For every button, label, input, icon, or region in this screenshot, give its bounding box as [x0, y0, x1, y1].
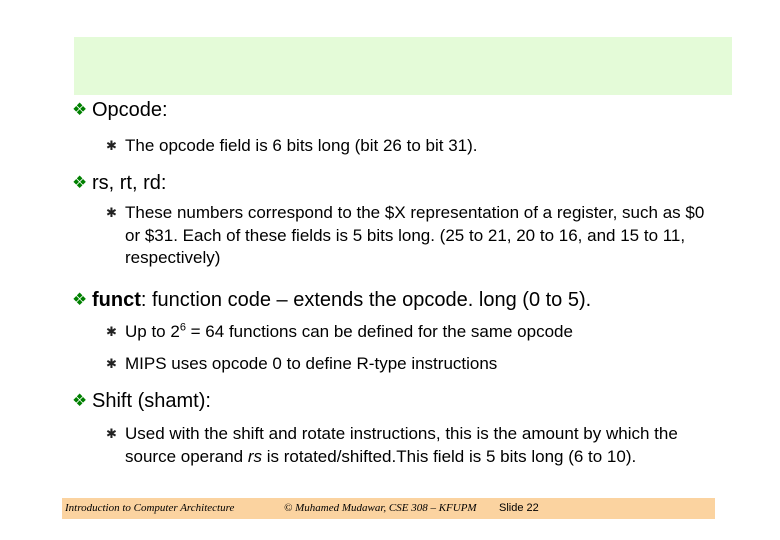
- operand-rs: rs: [247, 446, 263, 466]
- star-bullet-icon: ✱: [106, 324, 117, 339]
- bullet-label-bold: funct: [92, 289, 141, 311]
- footer-author: © Muhamed Mudawar, CSE 308 – KFUPM: [284, 502, 477, 514]
- bullet-shift: [72, 389, 211, 413]
- bullet-label: Opcode:: [92, 99, 168, 121]
- bullet-opcode: [72, 98, 168, 122]
- bullet-label: : function code – extends the opcode. long (0 to 5).: [140, 289, 592, 311]
- star-bullet-icon: ✱: [106, 205, 117, 220]
- slide-number: Slide 22: [499, 502, 539, 514]
- diamond-bullet-icon: ❖: [72, 173, 88, 192]
- sub-bullet: [106, 423, 706, 468]
- diamond-bullet-icon: ❖: [72, 290, 88, 309]
- sub-bullet-text: These numbers correspond to the $X representation of a register, such as $0 or $31. Each of these fields is 5 bits long. (25 to 21, 20 to 16, and 15 to 11, respectively): [125, 203, 705, 267]
- sub-bullet: [106, 135, 716, 158]
- bullet-funct: [72, 288, 591, 312]
- star-bullet-icon: ✱: [106, 138, 117, 153]
- bullet-label: Shift (shamt):: [92, 390, 211, 412]
- bullet-registers: [72, 171, 166, 195]
- footer-course: Introduction to Computer Architecture: [65, 502, 235, 514]
- bullet-label: rs, rt, rd:: [92, 172, 167, 194]
- sub-bullet: [106, 353, 716, 376]
- sub-bullet-text: Up to $2^6 = 64$ functions can be defined for the same opcode: [125, 321, 573, 341]
- sub-bullet: [106, 202, 718, 270]
- exponent: 6: [179, 321, 186, 334]
- title-band: [74, 37, 732, 95]
- sub-bullet-text: Used with the shift and rotate instructions, this is the amount by which the source operand rs is rotated/shifted.This field is 5 bits long (6 to 10).: [125, 424, 678, 466]
- slide-footer: [62, 498, 715, 519]
- diamond-bullet-icon: ❖: [72, 100, 88, 119]
- star-bullet-icon: ✱: [106, 356, 117, 371]
- sub-bullet-text: The opcode field is 6 bits long (bit 26 to bit 31).: [125, 136, 478, 155]
- sub-bullet: [106, 321, 716, 344]
- sub-bullet-text: MIPS uses opcode 0 to define R-type instructions: [125, 354, 498, 373]
- diamond-bullet-icon: ❖: [72, 391, 88, 410]
- star-bullet-icon: ✱: [106, 426, 117, 441]
